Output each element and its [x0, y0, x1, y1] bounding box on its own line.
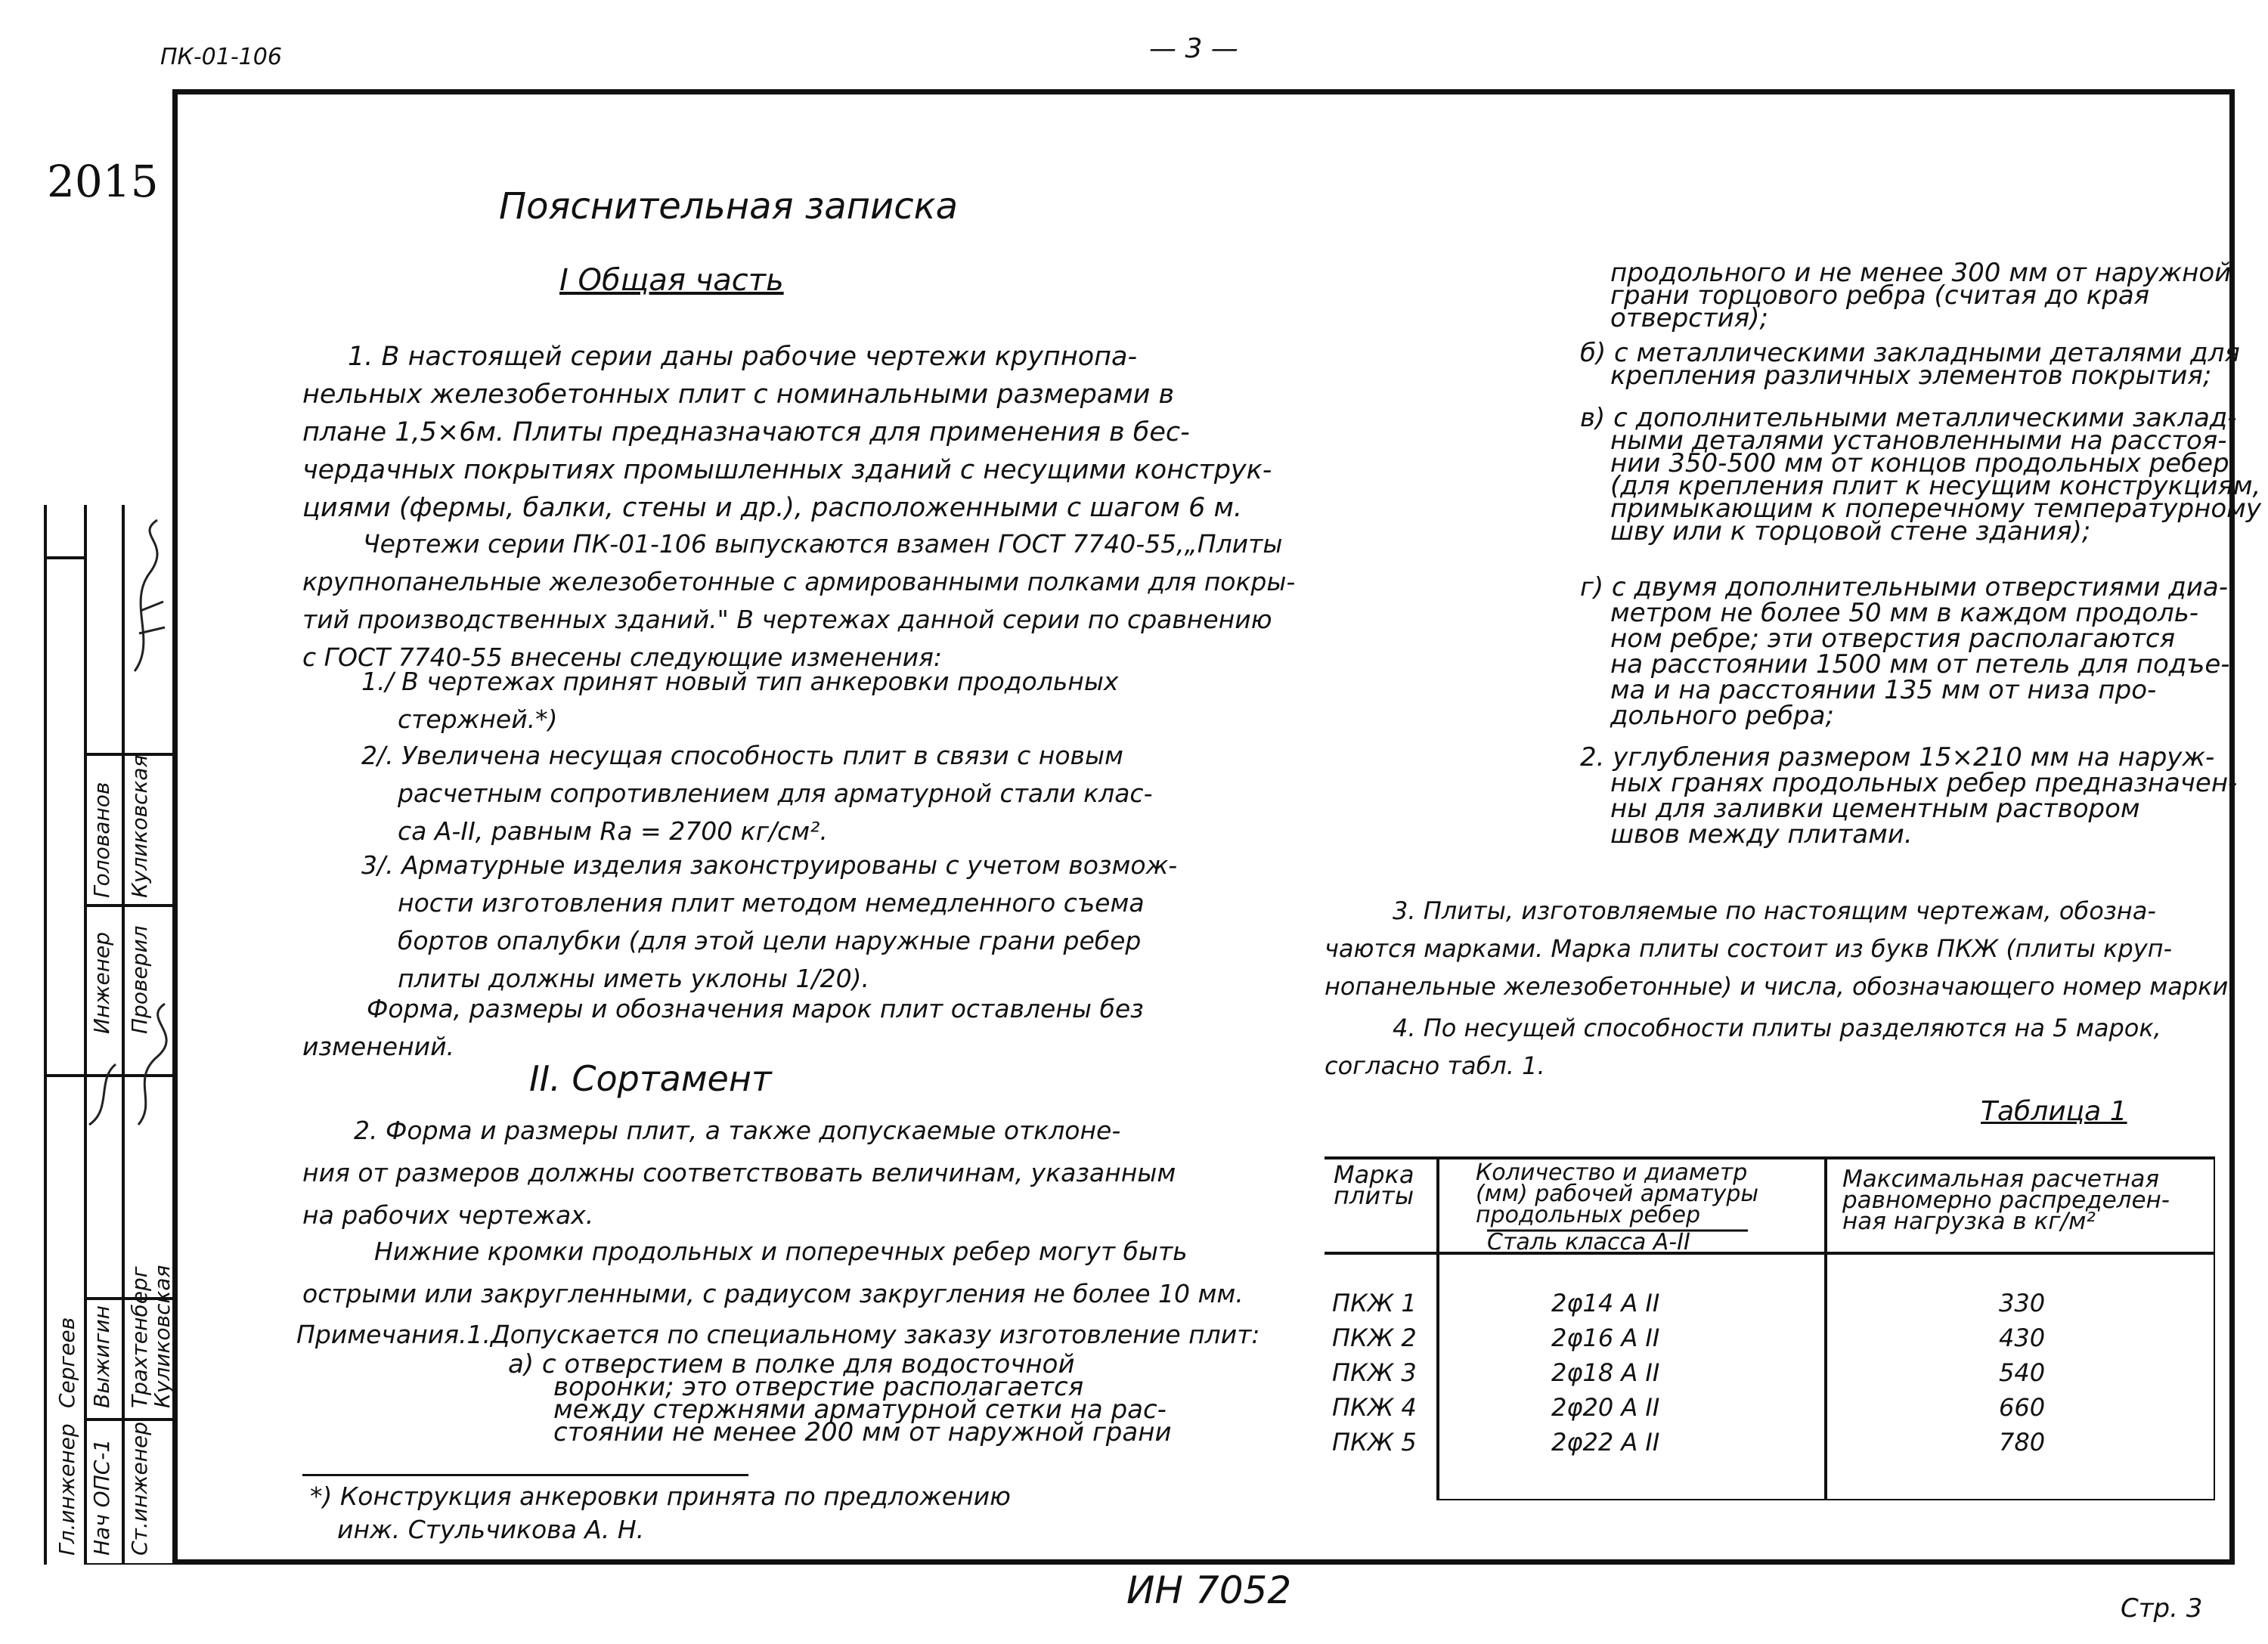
header-line: Количество и диаметр — [1476, 1159, 1748, 1186]
paragraph-2 — [302, 525, 1295, 676]
text-line: Форма, размеры и обозначения марок плит оставлены без — [367, 994, 1144, 1023]
text-line: метром не более 50 мм в каждом продоль- — [1610, 598, 2199, 628]
cell-load: 780 — [1999, 1428, 2046, 1457]
stamp-role-5: Проверил — [127, 925, 152, 1034]
document-title: Пояснительная записка — [499, 185, 959, 228]
text-line: между стержнями арматурной сетки на рас- — [553, 1395, 1167, 1425]
archive-number: 2015 — [47, 156, 159, 207]
stamp-role-1: Гл.инженер — [54, 1423, 79, 1556]
text-line: стоянии не менее 200 мм от наружной грани — [553, 1417, 1172, 1447]
note-v — [1580, 403, 2261, 546]
text-line: *) Конструкция анкеровки принята по предложению — [310, 1481, 1011, 1511]
stamp-name-5: Голованов — [89, 782, 114, 898]
th-rebar — [1476, 1159, 1759, 1228]
text-line: крепления различных элементов покрытия; — [1610, 361, 2212, 391]
th-load — [1842, 1166, 2170, 1235]
text-line: отверстия); — [1610, 303, 1768, 333]
stamp-role-4: Инженер — [89, 931, 114, 1034]
page-number: — 3 — — [1149, 33, 1238, 64]
text-line: 2. углубления размером 15×210 мм на наруж- — [1580, 742, 2215, 772]
cell-rebar: 2φ14 А II — [1551, 1289, 1660, 1317]
text-line: шву или к торцовой стене здания); — [1610, 516, 2091, 546]
cell-load: 430 — [1999, 1324, 2046, 1352]
change-2 — [361, 737, 1152, 850]
change-1 — [361, 663, 1118, 738]
table-1 — [1325, 1156, 2215, 1500]
text-line: грани торцового ребра (считая до края — [1610, 280, 2150, 311]
text-line: на рабочих чертежах. — [302, 1200, 594, 1230]
note-b — [1580, 338, 2240, 391]
table-caption: Таблица 1 — [1981, 1096, 2127, 1127]
text-line: расчетным сопротивлением для арматурной стали клас- — [398, 779, 1153, 808]
cell-mark: ПКЖ 2 — [1332, 1324, 1417, 1352]
note-1: 1.Допускается по специальному заказу изготовление плит: — [466, 1320, 1260, 1349]
change-3 — [361, 847, 1177, 998]
text-line: острыми или закругленными, с радиусом закругления не более 10 мм. — [302, 1279, 1244, 1308]
note-a-continued — [1610, 258, 2232, 333]
text-line: тий производственных зданий." В чертежах данной серии по сравнению — [302, 605, 1272, 634]
text-line: чаются марками. Марка плиты состоит из букв ПКЖ (плиты круп- — [1325, 934, 2173, 963]
text-line: 1./ В чертежах принят новый тип анкеровки продольных — [361, 667, 1119, 696]
stamp-name-2: Выжигин — [89, 1305, 114, 1408]
stamp-name-3: Трахтенберг — [127, 1266, 152, 1408]
text-line: нии 350-500 мм от концов продольных ребер — [1610, 448, 2229, 478]
text-line: б) с металлическими закладными деталями для — [1580, 338, 2240, 368]
note-a — [508, 1349, 1172, 1447]
notes-label: Примечания. — [296, 1320, 467, 1349]
cell-rebar: 2φ18 А II — [1551, 1358, 1660, 1387]
text-line: ном ребре; эти отверстия располагаются — [1610, 624, 2176, 654]
cell-rebar: 2φ22 А II — [1551, 1428, 1660, 1457]
text-line: циями (фермы, балки, стены и др.), расположенными с шагом 6 м. — [302, 493, 1243, 523]
cell-load: 330 — [1999, 1289, 2046, 1317]
text-line: плиты должны иметь уклоны 1/20). — [398, 964, 869, 993]
th-mark — [1334, 1160, 1414, 1210]
text-line: 2/. Увеличена несущая способность плит в связи с новым — [361, 741, 1123, 770]
stamp-name-4: Куликовская — [150, 1265, 175, 1408]
cell-mark: ПКЖ 1 — [1332, 1289, 1417, 1317]
footnote — [310, 1480, 1011, 1546]
text-line: дольного ребра; — [1610, 701, 1834, 731]
text-line: нельных железобетонных плит с номинальными размерами в — [302, 379, 1175, 410]
text-line: (для крепления плит к несущим конструкциям, — [1610, 471, 2261, 501]
text-line: бортов опалубки (для этой цели наружные грани ребер — [398, 926, 1142, 955]
text-line: са А-II, равным Ra = 2700 кг/см². — [398, 816, 828, 846]
stamp-name-6: Куликовская — [127, 754, 152, 898]
text-line: примыкающим к поперечному температурному — [1610, 494, 2261, 524]
paragraph-r4 — [1325, 1009, 2161, 1085]
header-line: плиты — [1334, 1181, 1414, 1210]
text-line: чердачных покрытиях промышленных зданий с несущими конструк- — [302, 455, 1272, 485]
sheet-label: Стр. 3 — [2121, 1593, 2203, 1624]
cell-rebar: 2φ16 А II — [1551, 1324, 1660, 1352]
header-line: продольных ребер — [1476, 1202, 1701, 1228]
section-general-heading: I Общая часть — [559, 263, 784, 298]
text-line: крупнопанельные железобетонные с армированными полками для покры- — [302, 567, 1296, 596]
cell-load: 660 — [1999, 1393, 2046, 1422]
paragraph-5 — [302, 1231, 1244, 1315]
cell-mark: ПКЖ 4 — [1332, 1393, 1417, 1422]
text-line: ния от размеров должны соответствовать величинам, указанным — [302, 1158, 1176, 1187]
text-line: швов между плитами. — [1610, 819, 1913, 850]
header-line: равномерно распределен- — [1842, 1187, 2170, 1214]
text-line: 1. В настоящей серии даны рабочие чертежи крупнопа- — [348, 342, 1138, 372]
paragraph-4 — [302, 1110, 1176, 1237]
text-line: 3/. Арматурные изделия законструированы с учетом возмож- — [361, 850, 1178, 880]
note-2 — [1580, 742, 2238, 850]
text-line: воронки; это отверстие располагается — [553, 1372, 1084, 1402]
text-line: 4. По несущей способности плиты разделяются на 5 марок, — [1393, 1014, 2161, 1042]
text-line: согласно табл. 1. — [1325, 1051, 1545, 1080]
stamp-name-1: Сергеев — [54, 1317, 79, 1408]
text-line: ности изготовления плит методом немедленного съема — [398, 888, 1145, 918]
text-line: продольного и не менее 300 мм от наружной — [1610, 258, 2232, 288]
paragraph-3 — [302, 990, 1144, 1066]
text-line: Нижние кромки продольных и поперечных ребер могут быть — [374, 1237, 1188, 1266]
title-block-stamp — [44, 505, 176, 1565]
text-line: инж. Стульчикова А. Н. — [337, 1515, 645, 1544]
text-line: с ГОСТ 7740-55 внесены следующие изменения: — [302, 642, 942, 672]
text-line: нопанельные железобетонные) и числа, обозначающего номер марки. — [1325, 972, 2236, 1001]
text-line: стержней.*) — [398, 704, 558, 734]
cell-mark: ПКЖ 3 — [1332, 1358, 1417, 1387]
th-rebar-sub: Сталь класса А-II — [1487, 1229, 1690, 1255]
text-line: ных гранях продольных ребер предназначен- — [1610, 768, 2238, 798]
text-line: на расстоянии 1500 мм от петель для подъе- — [1610, 649, 2230, 680]
series-code: ПК-01-106 — [160, 44, 282, 70]
text-line: 2. Форма и размеры плит, а также допускаемые отклоне- — [354, 1116, 1121, 1145]
paragraph-r3 — [1325, 892, 2235, 1005]
stamp-role-2: Нач ОПС-1 — [89, 1438, 114, 1556]
text-line: изменений. — [302, 1032, 455, 1061]
text-line: а) с отверстием в полке для водосточной — [508, 1349, 1075, 1379]
header-line: ная нагрузка в кг/м² — [1842, 1208, 2096, 1235]
text-line: в) с дополнительными металлическими заклад- — [1580, 403, 2237, 433]
paragraph-1 — [302, 338, 1272, 527]
text-line: Чертежи серии ПК-01-106 выпускаются взамен ГОСТ 7740-55,„Плиты — [363, 529, 1283, 559]
text-line: ны для заливки цементным раствором — [1610, 794, 2140, 824]
cell-mark: ПКЖ 5 — [1332, 1428, 1417, 1457]
text-line: ными деталями установленными на расстоя- — [1610, 426, 2227, 456]
cell-rebar: 2φ20 А II — [1551, 1393, 1660, 1422]
text-line: ма и на расстоянии 135 мм от низа про- — [1610, 675, 2157, 705]
section-sortament-heading: II. Сортамент — [529, 1058, 772, 1099]
stamp-role-3: Ст.инженер — [127, 1421, 152, 1556]
text-line: плане 1,5×6м. Плиты предназначаются для применения в бес- — [302, 417, 1190, 447]
inventory-number: ИН 7052 — [1126, 1568, 1292, 1612]
header-line: Марка — [1334, 1160, 1414, 1189]
text-line: г) с двумя дополнительными отверстиями диа- — [1580, 572, 2228, 602]
header-line: Максимальная расчетная — [1842, 1166, 2159, 1193]
note-g — [1580, 574, 2230, 729]
text-line: 3. Плиты, изготовляемые по настоящим чертежам, обозна- — [1393, 896, 2156, 925]
header-line: (мм) рабочей арматуры — [1476, 1181, 1759, 1207]
notes-block — [296, 1319, 1260, 1351]
cell-load: 540 — [1999, 1358, 2046, 1387]
footnote-rule — [302, 1474, 748, 1476]
